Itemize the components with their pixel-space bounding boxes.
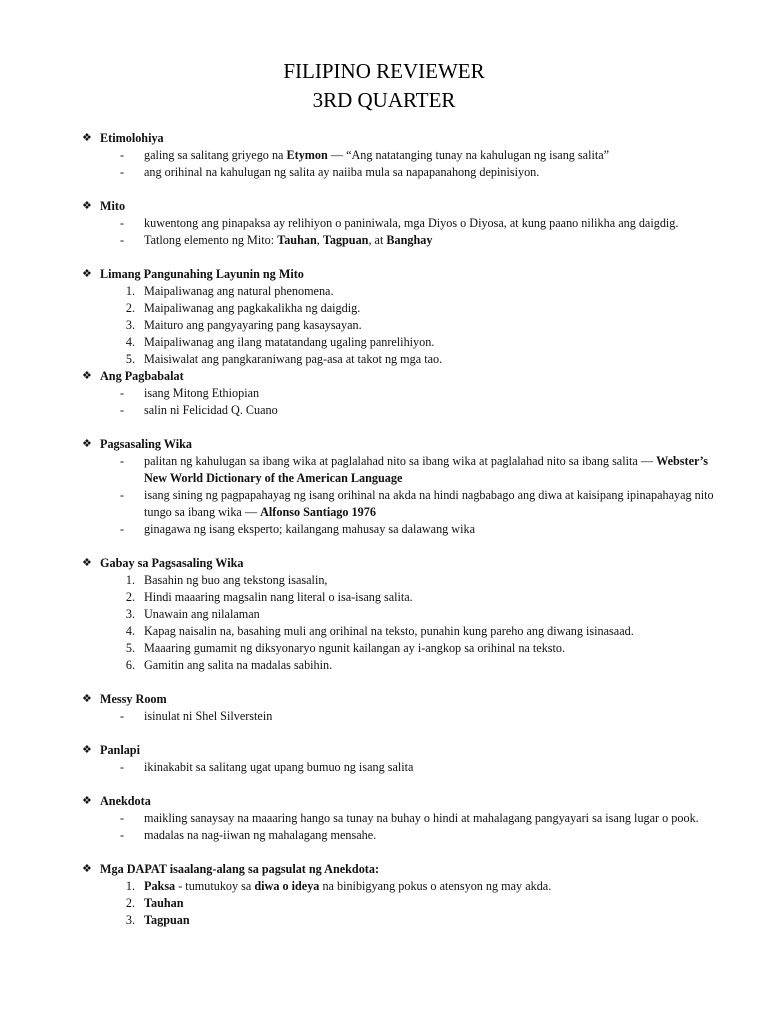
item-text: Maipaliwanag ang natural phenomena. [144,284,334,298]
section-heading-text: Panlapi [100,743,140,757]
bold-text: Tagpuan [322,233,369,247]
list-number: 5. [125,352,135,366]
list-item [82,521,718,538]
section [82,742,718,776]
list-item [82,912,718,929]
item-text: Maaaring gumamit ng diksyonaryo ngunit kailangan ay i-angkop sa orihinal na teksto. [144,641,566,655]
item-text: Basahin ng buo ang tekstong isasalin, [144,573,328,587]
bold-text: Webster’s New World Dictionary of the American Language [144,454,708,485]
list-number: 3. [125,607,135,621]
section-heading [82,742,718,759]
list-item [82,640,718,657]
list-dash: - [120,386,125,400]
diamond-bullet-icon: ❖ [82,795,92,807]
list-item [82,708,718,725]
list-dash: - [120,148,125,162]
item-text: isang sining ng pagpapahayag ng isang orihinal na akda na hindi nagbabago ang diwa at kaisipang ipinapahayag nito tungo sa ibang wika — [144,488,714,519]
list-item [82,334,718,351]
item-text: - tumutukoy sa [175,879,255,893]
item-text: ginagawa ng isang eksperto; kailangang mahusay sa dalawang wika [144,522,475,536]
item-text: Maipaliwanag ang ilang matatandang ugaling panrelihiyon. [144,335,435,349]
item-text: , [316,233,323,247]
bold-text: Etymon [286,148,328,162]
list-item [82,164,718,181]
section-heading [82,130,718,147]
section-heading-text: Messy Room [100,692,167,706]
diamond-bullet-icon: ❖ [82,744,92,756]
item-text: ang orihinal na kahulugan ng salita ay naiiba mula sa napapanahong depinisiyon. [144,165,540,179]
item-text: Gamitin ang salita na madalas sabihin. [144,658,333,672]
item-text: Maituro ang pangyayaring pang kasaysayan. [144,318,362,332]
list-number: 2. [125,896,135,910]
section-heading-text: Limang Pangunahing Layunin ng Mito [100,267,304,281]
section [82,368,718,419]
section [82,861,718,929]
title-line-2: 3RD QUARTER [312,88,456,112]
list-number: 1. [125,573,135,587]
section-heading [82,266,718,283]
list-item [82,895,718,912]
list-item [82,147,718,164]
list-item [82,878,718,895]
bold-text: Tauhan [144,896,184,910]
item-text: na binibigyang pokus o atensyon ng may akda. [319,879,552,893]
list-item [82,589,718,606]
section-heading [82,198,718,215]
reviewer-content [82,130,718,946]
section-heading [82,555,718,572]
item-text: kuwentong ang pinapaksa ay relihiyon o paniniwala, mga Diyos o Diyosa, at kung paano nilikha ang daigdig. [144,216,679,230]
list-number: 3. [125,913,135,927]
item-text: galing sa salitang griyego na [144,148,287,162]
item-text: salin ni Felicidad Q. Cuano [144,403,278,417]
list-number: 5. [125,641,135,655]
section-heading [82,436,718,453]
list-item [82,385,718,402]
list-number: 6. [125,658,135,672]
diamond-bullet-icon: ❖ [82,132,92,144]
list-item [82,657,718,674]
list-dash: - [120,760,125,774]
list-dash: - [120,811,125,825]
bold-text: Alfonso Santiago 1976 [260,505,376,519]
diamond-bullet-icon: ❖ [82,370,92,382]
list-number: 3. [125,318,135,332]
list-number: 2. [125,301,135,315]
section-heading-text: Etimolohiya [100,131,164,145]
list-item [82,300,718,317]
section-heading [82,368,718,385]
list-item [82,623,718,640]
bold-text: Tauhan [277,233,317,247]
item-text: maikling sanaysay na maaaring hango sa tunay na buhay o hindi at mahalagang pangyayari sa isang lugar o pook. [144,811,699,825]
list-dash: - [120,828,125,842]
list-item [82,810,718,827]
list-item [82,215,718,232]
item-text: Hindi maaaring magsalin nang literal o isa-isang salita. [144,590,413,604]
item-text: madalas na nag-iiwan ng mahalagang mensahe. [144,828,377,842]
diamond-bullet-icon: ❖ [82,693,92,705]
list-dash: - [120,522,125,536]
item-text: ikinakabit sa salitang ugat upang bumuo ng isang salita [144,760,414,774]
list-dash: - [120,454,125,468]
list-dash: - [120,165,125,179]
item-text: Tatlong elemento ng Mito: [144,233,278,247]
section-heading [82,793,718,810]
section [82,198,718,249]
section-heading-text: Mito [100,199,126,213]
section [82,266,718,368]
document-title [0,57,768,115]
list-item [82,402,718,419]
section-heading-text: Ang Pagbabalat [100,369,184,383]
list-item [82,453,718,487]
section-heading [82,691,718,708]
item-text: — “Ang natatanging tunay na kahulugan ng isang salita” [327,148,610,162]
bold-text: Paksa [144,879,176,893]
section-heading-text: Anekdota [100,794,151,808]
list-item [82,232,718,249]
section [82,691,718,725]
item-text: isang Mitong Ethiopian [144,386,260,400]
section-heading-text: Pagsasaling Wika [100,437,193,451]
section-heading-text: Mga DAPAT isaalang-alang sa pagsulat ng Anekdota: [100,862,380,876]
item-text: Maisiwalat ang pangkaraniwang pag-asa at takot ng mga tao. [144,352,443,366]
bold-text: Tagpuan [144,913,190,927]
diamond-bullet-icon: ❖ [82,863,92,875]
list-dash: - [120,709,125,723]
item-text: Kapag naisalin na, basahing muli ang orihinal na teksto, punahin kung pareho ang diwang isinasaad. [144,624,634,638]
list-item [82,487,718,521]
list-number: 1. [125,879,135,893]
list-number: 2. [125,590,135,604]
section-heading-text: Gabay sa Pagsasaling Wika [100,556,244,570]
item-text: isinulat ni Shel Silverstein [144,709,273,723]
list-number: 4. [125,335,135,349]
bold-text: diwa o ideya [254,879,320,893]
diamond-bullet-icon: ❖ [82,200,92,212]
list-number: 1. [125,284,135,298]
item-text: Maipaliwanag ang pagkakalikha ng daigdig. [144,301,361,315]
list-item [82,351,718,368]
list-number: 4. [125,624,135,638]
list-item [82,606,718,623]
item-text: , at [368,233,387,247]
list-item [82,759,718,776]
list-item [82,827,718,844]
list-item [82,317,718,334]
item-text: Unawain ang nilalaman [144,607,260,621]
list-item [82,572,718,589]
list-dash: - [120,233,125,247]
list-dash: - [120,216,125,230]
list-dash: - [120,403,125,417]
list-dash: - [120,488,125,502]
bold-text: Banghay [386,233,433,247]
diamond-bullet-icon: ❖ [82,557,92,569]
section [82,436,718,538]
section [82,793,718,844]
diamond-bullet-icon: ❖ [82,438,92,450]
section [82,555,718,674]
diamond-bullet-icon: ❖ [82,268,92,280]
list-item [82,283,718,300]
section-heading [82,861,718,878]
item-text: palitan ng kahulugan sa ibang wika at paglalahad nito sa ibang wika at paglalahad nito sa ibang salita — [144,454,657,468]
title-line-1: FILIPINO REVIEWER [283,59,485,83]
section [82,130,718,181]
